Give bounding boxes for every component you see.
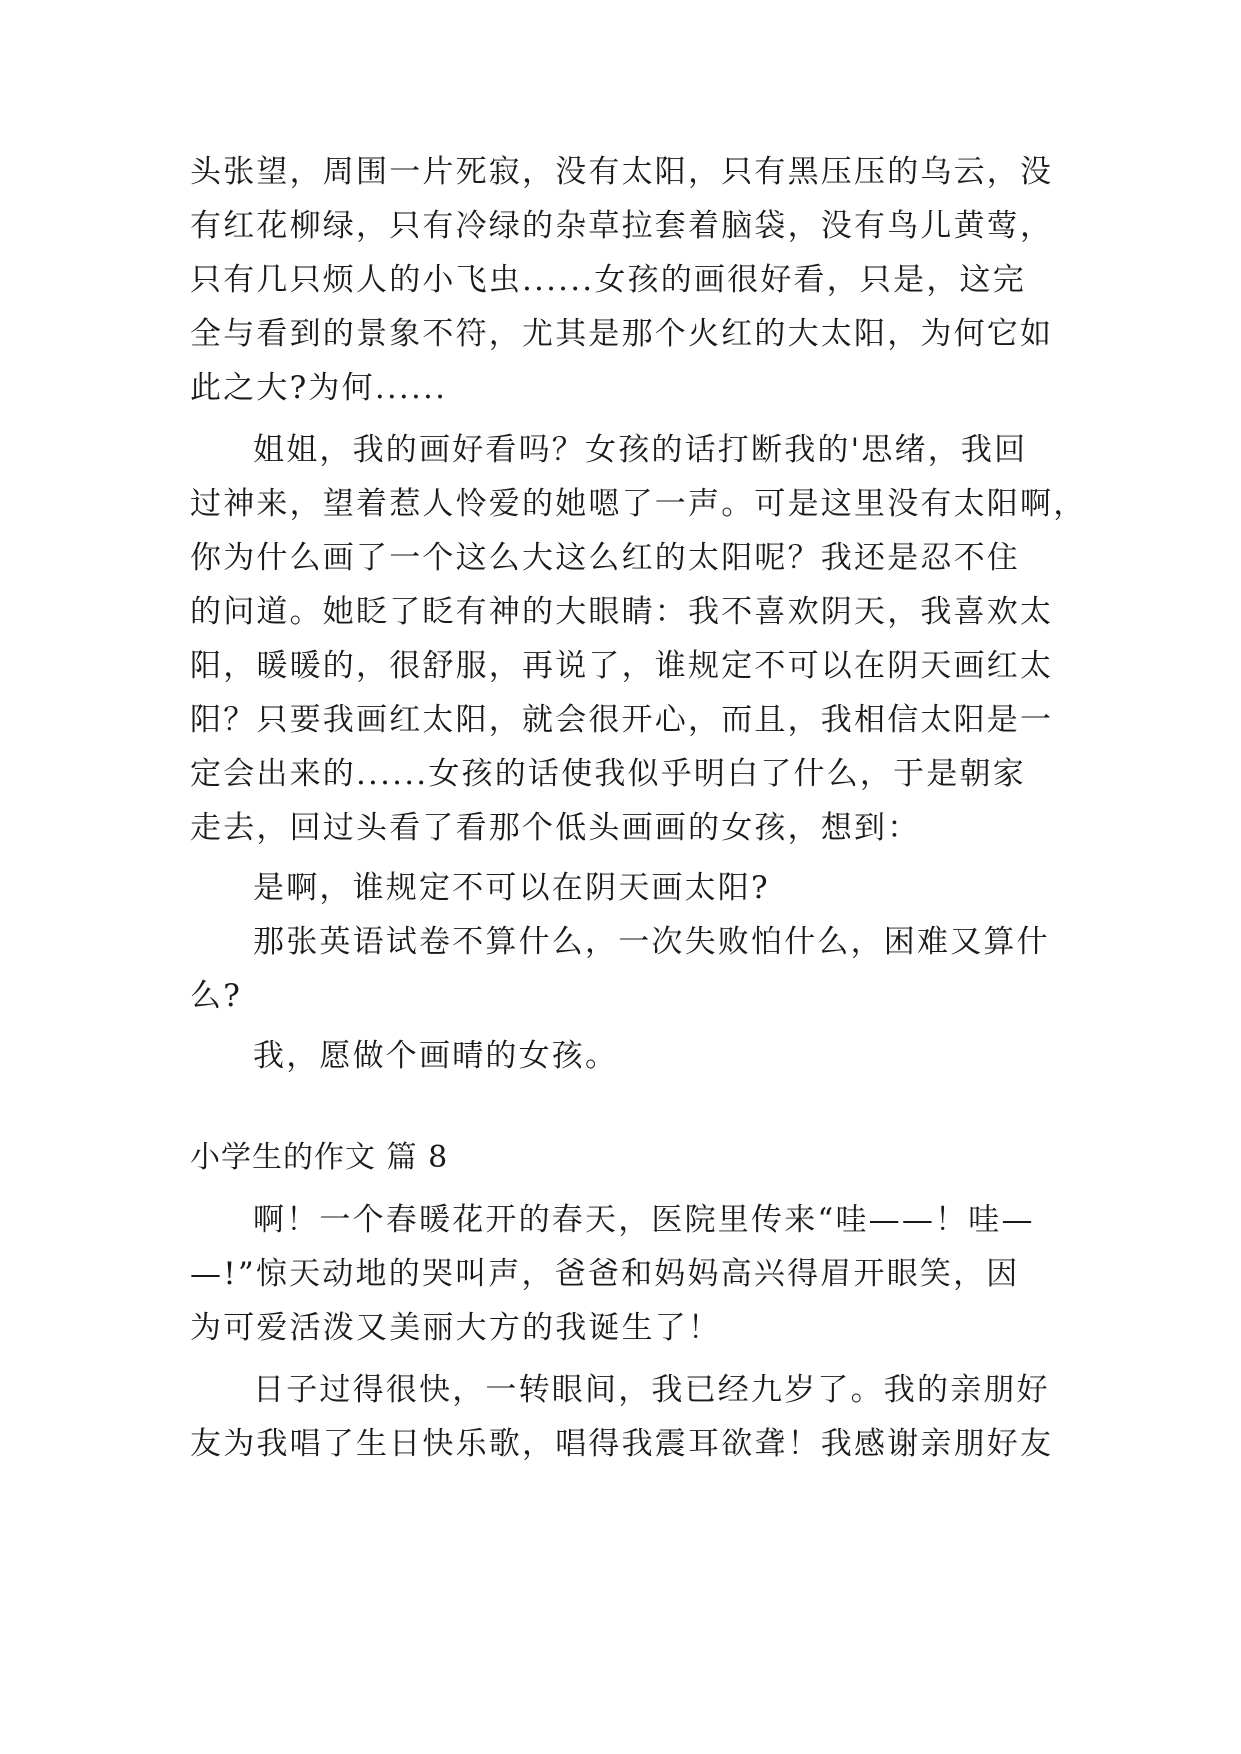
text-line: 阳？只要我画红太阳，就会很开心，而且，我相信太阳是一	[190, 702, 1054, 738]
text-line: 你为什么画了一个这么大这么红的太阳呢？我还是忍不住	[190, 540, 1020, 576]
text-line: 么?	[190, 978, 243, 1014]
text-line: —!”惊天动地的哭叫声，爸爸和妈妈高兴得眉开眼笑，因	[190, 1256, 1020, 1292]
text-line: 只有几只烦人的小飞虫......女孩的画很好看，只是，这完	[190, 262, 1026, 298]
text-line: 头张望，周围一片死寂，没有太阳，只有黑压压的乌云，没	[190, 154, 1054, 190]
section-heading: 小学生的作文 篇 8	[190, 1140, 449, 1175]
text-line: 走去，回过头看了看那个低头画画的女孩，想到：	[190, 810, 921, 846]
text-line: 为可爱活泼又美丽大方的我诞生了！	[190, 1310, 722, 1346]
paragraph-start-line: 我，愿做个画晴的女孩。	[253, 1038, 619, 1074]
text-line: 的问道。她眨了眨有神的大眼睛：我不喜欢阴天，我喜欢太	[190, 594, 1054, 630]
paragraph-start-line: 啊！一个春暖花开的春天，医院里传来“哇——！哇—	[253, 1202, 1035, 1238]
text-line: 此之大?为何......	[190, 370, 448, 406]
paragraph-start-line: 日子过得很快，一转眼间，我已经九岁了。我的亲朋好	[253, 1372, 1050, 1408]
text-line: 友为我唱了生日快乐歌，唱得我震耳欲聋！我感谢亲朋好友	[190, 1426, 1054, 1462]
text-line: 阳，暖暖的，很舒服，再说了，谁规定不可以在阴天画红太	[190, 648, 1054, 684]
text-line: 有红花柳绿，只有冷绿的杂草拉套着脑袋，没有鸟儿黄莺，	[190, 208, 1054, 244]
text-line: 全与看到的景象不符，尤其是那个火红的大太阳，为何它如	[190, 316, 1054, 352]
text-line: 定会出来的......女孩的话使我似乎明白了什么，于是朝家	[190, 756, 1026, 792]
paragraph-start-line: 姐姐，我的画好看吗？女孩的话打断我的'思绪，我回	[253, 432, 1028, 468]
paragraph-start-line: 是啊，谁规定不可以在阴天画太阳?	[253, 870, 770, 906]
text-line: 过神来，望着惹人怜爱的她嗯了一声。可是这里没有太阳啊，	[190, 486, 1087, 522]
paragraph-start-line: 那张英语试卷不算什么，一次失败怕什么，困难又算什	[253, 924, 1050, 960]
